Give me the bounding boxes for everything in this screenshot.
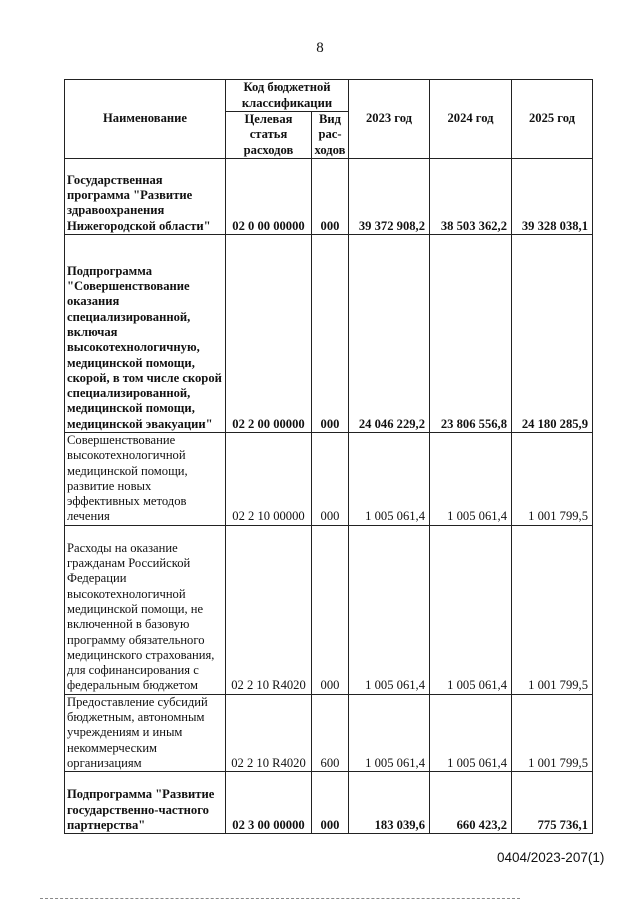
document-registration-number: 0404/2023-207(1) <box>497 850 605 865</box>
row-2024: 1 005 061,4 <box>430 694 512 771</box>
budget-table <box>64 79 593 834</box>
row-type: 600 <box>312 694 349 771</box>
row-2025: 775 736,1 <box>512 772 593 834</box>
header-2025: 2025 год <box>512 80 593 159</box>
table-row <box>65 525 593 694</box>
row-2025: 1 001 799,5 <box>512 694 593 771</box>
row-type: 000 <box>312 433 349 526</box>
row-code: 02 0 00 00000 <box>226 159 312 235</box>
row-2023: 39 372 908,2 <box>349 159 430 235</box>
row-2024: 23 806 556,8 <box>430 235 512 433</box>
row-type: 000 <box>312 159 349 235</box>
page-number: 8 <box>316 40 324 56</box>
header-name: Наименование <box>65 80 226 159</box>
header-code-group: Код бюджетной классификации <box>226 80 349 112</box>
row-2024: 660 423,2 <box>430 772 512 834</box>
row-2023: 1 005 061,4 <box>349 433 430 526</box>
row-name: Подпрограмма "Совершенствование оказания специализированной, включая высокотехнологичную, медицинской помощи, скорой, в том числе скорой специализированной, медицинской помощи, медицинской эвакуации" <box>65 235 226 433</box>
row-2024: 1 005 061,4 <box>430 525 512 694</box>
header-2023: 2023 год <box>349 80 430 159</box>
row-code: 02 2 10 00000 <box>226 433 312 526</box>
row-2023: 1 005 061,4 <box>349 525 430 694</box>
header-2024: 2024 год <box>430 80 512 159</box>
table-row <box>65 694 593 771</box>
header-expense-type: Вид рас-ходов <box>312 112 349 159</box>
row-2023: 183 039,6 <box>349 772 430 834</box>
table-row <box>65 235 593 433</box>
table-row <box>65 159 593 235</box>
row-2024: 38 503 362,2 <box>430 159 512 235</box>
table-row <box>65 772 593 834</box>
row-type: 000 <box>312 772 349 834</box>
scan-edge-line <box>40 898 520 899</box>
row-name: Подпрограмма "Развитие государственно-частного партнерства" <box>65 772 226 834</box>
row-2023: 24 046 229,2 <box>349 235 430 433</box>
table-row <box>65 433 593 526</box>
row-2025: 39 328 038,1 <box>512 159 593 235</box>
row-name: Предоставление субсидий бюджетным, автономным учреждениям и иным некоммерческим организациям <box>65 694 226 771</box>
row-2023: 1 005 061,4 <box>349 694 430 771</box>
row-code: 02 2 10 R4020 <box>226 694 312 771</box>
row-code: 02 2 10 R4020 <box>226 525 312 694</box>
row-type: 000 <box>312 235 349 433</box>
row-code: 02 3 00 00000 <box>226 772 312 834</box>
row-name: Расходы на оказание гражданам Российской Федерации высокотехнологичной медицинской помощи, не включенной в базовую программу обязательного медицинского страхования, для софинансирования с федеральным бюджетом <box>65 525 226 694</box>
row-2025: 1 001 799,5 <box>512 525 593 694</box>
row-2024: 1 005 061,4 <box>430 433 512 526</box>
row-code: 02 2 00 00000 <box>226 235 312 433</box>
row-2025: 24 180 285,9 <box>512 235 593 433</box>
row-2025: 1 001 799,5 <box>512 433 593 526</box>
row-name: Государственная программа "Развитие здравоохранения Нижегородской области" <box>65 159 226 235</box>
row-type: 000 <box>312 525 349 694</box>
header-target-article: Целевая статья расходов <box>226 112 312 159</box>
row-name: Совершенствование высокотехнологичной медицинской помощи, развитие новых эффективных методов лечения <box>65 433 226 526</box>
